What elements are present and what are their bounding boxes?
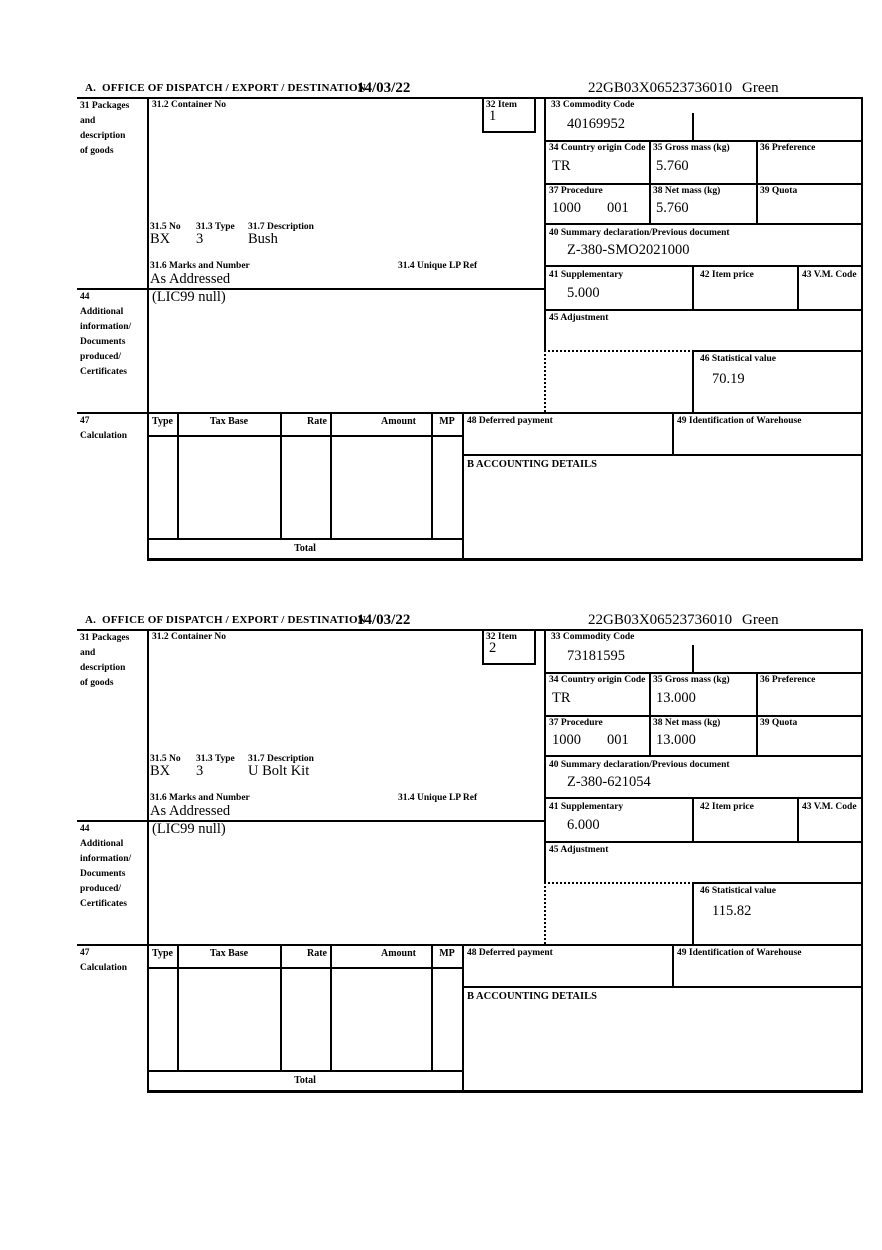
line — [544, 672, 862, 674]
calc-header-mp: MP — [439, 948, 455, 959]
line — [462, 986, 862, 988]
line — [797, 265, 799, 309]
additional-info-label: produced/ — [80, 352, 122, 362]
preference-label: 36 Preference — [760, 143, 816, 153]
line — [649, 140, 651, 223]
accounting-details-label: B ACCOUNTING DETAILS — [467, 459, 597, 470]
vm-code-label: 43 V.M. Code — [802, 802, 857, 812]
commodity-code-value: 40169952 — [567, 116, 625, 132]
total-label: Total — [294, 1075, 316, 1086]
dotted-line — [544, 350, 694, 352]
deferred-payment-label: 48 Deferred payment — [467, 416, 553, 426]
movement-reference-number: 22GB03X06523736010 — [588, 80, 733, 96]
packages-label: description — [80, 663, 126, 673]
line — [692, 882, 862, 884]
dotted-line — [544, 882, 694, 884]
line — [544, 755, 862, 757]
container-no-label: 31.2 Container No — [152, 100, 226, 110]
line — [280, 944, 282, 1070]
line — [147, 97, 149, 561]
calc-header-mp: MP — [439, 416, 455, 427]
total-label: Total — [294, 543, 316, 554]
item-number-value: 2 — [489, 640, 497, 656]
additional-info-value: (LIC99 null) — [152, 289, 226, 305]
line — [147, 629, 149, 1093]
deferred-payment-label: 48 Deferred payment — [467, 948, 553, 958]
dotted-line — [544, 882, 546, 944]
accounting-details-label: B ACCOUNTING DETAILS — [467, 991, 597, 1002]
warehouse-id-label: 49 Identification of Warehouse — [677, 948, 802, 958]
line — [147, 1070, 463, 1072]
item-number-value: 1 — [489, 108, 497, 124]
line — [861, 629, 863, 1093]
package-no-value: BX — [150, 763, 171, 779]
warehouse-id-label: 49 Identification of Warehouse — [677, 416, 802, 426]
calc-header-tax-base: Tax Base — [209, 948, 249, 959]
supplementary-value: 5.000 — [567, 285, 600, 301]
calc-header-amount: Amount — [380, 416, 416, 427]
packages-label: and — [80, 116, 96, 126]
additional-info-label: Documents — [80, 337, 126, 347]
line — [692, 882, 694, 944]
calculation-label: 47 — [80, 948, 90, 958]
line — [147, 1090, 862, 1093]
declaration-item-section — [0, 80, 882, 562]
unique-lp-ref-label: 31.4 Unique LP Ref — [398, 793, 478, 803]
item-label: 32 Item — [486, 632, 517, 642]
line — [177, 412, 179, 538]
net-mass-label: 38 Net mass (kg) — [653, 186, 721, 196]
item-price-label: 42 Item price — [700, 270, 754, 280]
line — [431, 944, 433, 1070]
calc-header-tax-base: Tax Base — [209, 416, 249, 427]
acceptance-date: 14/03/22 — [357, 612, 411, 628]
calculation-label: Calculation — [80, 963, 127, 973]
line — [672, 944, 674, 986]
line — [544, 841, 862, 843]
line — [544, 183, 862, 185]
line — [147, 435, 463, 437]
routing-status: Green — [742, 612, 779, 628]
line — [177, 944, 179, 1070]
line — [797, 797, 799, 841]
package-type-label: 31.3 Type — [196, 222, 235, 232]
procedure-second-value: 001 — [607, 200, 629, 216]
line — [330, 412, 332, 538]
additional-info-label: Additional — [80, 839, 124, 849]
supplementary-label: 41 Supplementary — [549, 270, 624, 280]
calc-header-amount: Amount — [380, 948, 416, 959]
statistical-value: 70.19 — [712, 371, 745, 387]
preference-label: 36 Preference — [760, 675, 816, 685]
additional-info-value: (LIC99 null) — [152, 821, 226, 837]
office-of-dispatch-header: A. OFFICE OF DISPATCH / EXPORT / DESTINATION — [85, 614, 366, 626]
country-origin-value: TR — [552, 690, 571, 706]
line — [672, 412, 674, 454]
package-type-value: 3 — [196, 231, 204, 247]
package-type-value: 3 — [196, 763, 204, 779]
additional-info-label: information/ — [80, 854, 132, 864]
packages-label: description — [80, 131, 126, 141]
commodity-code-label: 33 Commodity Code — [551, 632, 635, 642]
goods-description-value: Bush — [248, 231, 278, 247]
line — [692, 265, 694, 309]
line — [692, 350, 694, 412]
calculation-label: 47 — [80, 416, 90, 426]
procedure-label: 37 Procedure — [549, 186, 603, 196]
summary-declaration-label: 40 Summary declaration/Previous document — [549, 228, 730, 238]
line — [649, 672, 651, 755]
country-origin-value: TR — [552, 158, 571, 174]
calc-header-type: Type — [152, 416, 173, 427]
line — [77, 629, 863, 631]
additional-info-label: 44 — [80, 824, 90, 834]
line — [544, 265, 862, 267]
net-mass-value: 13.000 — [656, 732, 696, 748]
summary-declaration-value: Z-380-SMO2021000 — [567, 242, 690, 258]
gross-mass-value: 13.000 — [656, 690, 696, 706]
statistical-value-label: 46 Statistical value — [700, 354, 776, 364]
dotted-line — [544, 350, 546, 412]
gross-mass-label: 35 Gross mass (kg) — [653, 675, 730, 685]
country-origin-label: 34 Country origin Code — [549, 143, 646, 153]
adjustment-label: 45 Adjustment — [549, 845, 609, 855]
procedure-label: 37 Procedure — [549, 718, 603, 728]
description-label: 31.7 Description — [248, 222, 314, 232]
movement-reference-number: 22GB03X06523736010 — [588, 612, 733, 628]
statistical-value-label: 46 Statistical value — [700, 886, 776, 896]
office-of-dispatch-header: A. OFFICE OF DISPATCH / EXPORT / DESTINATION — [85, 82, 366, 94]
declaration-item-section — [0, 612, 882, 1094]
package-no-label: 31.5 No — [150, 754, 181, 764]
summary-declaration-label: 40 Summary declaration/Previous document — [549, 760, 730, 770]
calculation-label: Calculation — [80, 431, 127, 441]
routing-status: Green — [742, 80, 779, 96]
packages-label: of goods — [80, 678, 114, 688]
procedure-second-value: 001 — [607, 732, 629, 748]
line — [692, 645, 694, 672]
line — [692, 350, 862, 352]
summary-declaration-value: Z-380-621054 — [567, 774, 651, 790]
line — [544, 797, 862, 799]
vm-code-label: 43 V.M. Code — [802, 270, 857, 280]
line — [861, 97, 863, 561]
container-no-label: 31.2 Container No — [152, 632, 226, 642]
calc-header-rate: Rate — [307, 416, 327, 427]
line — [147, 967, 463, 969]
line — [756, 672, 758, 755]
line — [77, 944, 863, 946]
line — [692, 113, 694, 140]
line — [77, 412, 863, 414]
supplementary-label: 41 Supplementary — [549, 802, 624, 812]
package-no-value: BX — [150, 231, 171, 247]
line — [544, 309, 862, 311]
additional-info-label: Documents — [80, 869, 126, 879]
marks-number-label: 31.6 Marks and Number — [150, 261, 250, 271]
gross-mass-value: 5.760 — [656, 158, 689, 174]
procedure-value: 1000 — [552, 200, 581, 216]
line — [692, 797, 694, 841]
description-label: 31.7 Description — [248, 754, 314, 764]
country-origin-label: 34 Country origin Code — [549, 675, 646, 685]
packages-label: and — [80, 648, 96, 658]
line — [147, 538, 463, 540]
net-mass-value: 5.760 — [656, 200, 689, 216]
additional-info-label: Certificates — [80, 367, 127, 377]
package-no-label: 31.5 No — [150, 222, 181, 232]
line — [330, 944, 332, 1070]
line — [280, 412, 282, 538]
calc-header-rate: Rate — [307, 948, 327, 959]
statistical-value: 115.82 — [712, 903, 752, 919]
quota-label: 39 Quota — [760, 718, 798, 728]
line — [431, 412, 433, 538]
marks-number-label: 31.6 Marks and Number — [150, 793, 250, 803]
commodity-code-value: 73181595 — [567, 648, 625, 664]
calc-header-type: Type — [152, 948, 173, 959]
acceptance-date: 14/03/22 — [357, 80, 411, 96]
gross-mass-label: 35 Gross mass (kg) — [653, 143, 730, 153]
additional-info-label: produced/ — [80, 884, 122, 894]
supplementary-value: 6.000 — [567, 817, 600, 833]
line — [544, 715, 862, 717]
line — [77, 820, 546, 822]
commodity-code-label: 33 Commodity Code — [551, 100, 635, 110]
packages-label: 31 Packages — [80, 101, 130, 111]
packages-label: 31 Packages — [80, 633, 130, 643]
line — [544, 223, 862, 225]
procedure-value: 1000 — [552, 732, 581, 748]
goods-description-value: U Bolt Kit — [248, 763, 310, 779]
unique-lp-ref-label: 31.4 Unique LP Ref — [398, 261, 478, 271]
item-label: 32 Item — [486, 100, 517, 110]
adjustment-label: 45 Adjustment — [549, 313, 609, 323]
additional-info-label: 44 — [80, 292, 90, 302]
line — [77, 288, 546, 290]
line — [462, 454, 862, 456]
item-price-label: 42 Item price — [700, 802, 754, 812]
quota-label: 39 Quota — [760, 186, 798, 196]
marks-number-value: As Addressed — [150, 271, 231, 287]
line — [544, 140, 862, 142]
net-mass-label: 38 Net mass (kg) — [653, 718, 721, 728]
additional-info-label: Certificates — [80, 899, 127, 909]
line — [756, 140, 758, 223]
line — [77, 97, 863, 99]
line — [147, 558, 862, 561]
additional-info-label: Additional — [80, 307, 124, 317]
marks-number-value: As Addressed — [150, 803, 231, 819]
packages-label: of goods — [80, 146, 114, 156]
package-type-label: 31.3 Type — [196, 754, 235, 764]
additional-info-label: information/ — [80, 322, 132, 332]
